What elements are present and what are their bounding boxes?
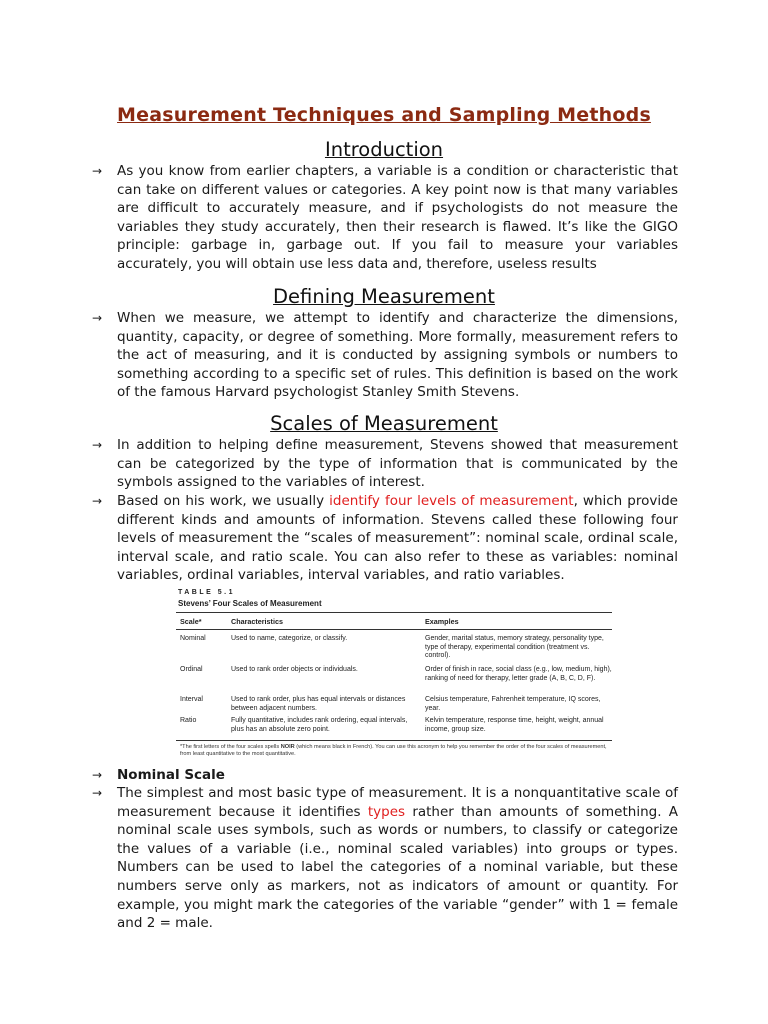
table-row-interval-scale: Interval [180, 696, 203, 703]
table-top-rule [176, 612, 612, 613]
header-scale: Scale* [180, 617, 202, 626]
table-row-ordinal-examples: Order of finish in race, social class (e.g., low, medium, high), ranking of need for therapy, letter grade (A, B, C, D, F). [425, 666, 612, 682]
table-figure [176, 585, 612, 765]
highlight-four-levels: identify four levels of measurement [329, 493, 574, 509]
table-row-ordinal-characteristics: Used to rank order objects or individuals. [231, 666, 358, 673]
bullet-scales-1 [92, 436, 678, 492]
document-title: Measurement Techniques and Sampling Methods [117, 104, 651, 126]
table-row-interval-examples: Celsius temperature, Fahrenheit temperature, IQ scores, year. [425, 696, 601, 712]
arrow-bullet-icon: → [92, 494, 103, 508]
table-row-nominal-characteristics: Used to name, categorize, or classify. [231, 635, 348, 642]
highlight-types: types [367, 803, 406, 820]
introduction-paragraph: As you know from earlier chapters, a variable is a condition or characteristic that can take on different values or categories. A key point now is that many variables are difficult to accurately measure, and if psychologists do not measure the variables they study accurately, then their research is flawed. It’s like the GIGO principle: garbage in, garbage out. If you fail to measure your variables accurately, you will obtain use less data and, therefore, useless results [117, 163, 678, 272]
heading-defining-measurement: Defining Measurement [273, 285, 495, 308]
table-row-ordinal-scale: Ordinal [180, 666, 203, 673]
defining-paragraph: When we measure, we attempt to identify and characterize the dimensions, quantity, capacity, or degree of something. More formally, measurement refers to the act of measuring, and it is conducted by assigning symbols or numbers to something according to a specific set of rules. This definition is based on the work of the famous Harvard psychologist Stanley Smith Stevens. [117, 310, 678, 401]
nominal-paragraph: The simplest and most basic type of measurement. It is a nonquantitative scale of measurement because it identifies types rather than amounts of something. A nominal scale uses symbols, such as words or numbers, to classify or categorize the values of a variable (i.e., nominal scaled variables) into groups or types. Numbers can be used to label the categories of a nominal variable, but these numbers serve only as markers, not as indicators of amount or quantity. For example, you might mark the categories of the variable “gender” with 1 = female and 2 = male. [117, 785, 678, 932]
bullet-nominal-heading [92, 766, 678, 785]
table-row-ratio-examples: Kelvin temperature, response time, height, weight, annual income, group size. [425, 717, 604, 733]
scales-paragraph-1: In addition to helping define measurement, Stevens showed that measurement can be categorized by the type of information that is communicated by the symbols assigned to the variables of interest. [117, 437, 678, 491]
bullet-scales-2 [92, 492, 678, 585]
table-label: TABLE 5.1 [178, 589, 235, 596]
bullet-defining-measurement [92, 309, 678, 402]
arrow-bullet-icon: → [92, 311, 103, 325]
arrow-bullet-icon: → [92, 438, 103, 452]
nominal-scale-heading: Nominal Scale [117, 767, 225, 783]
table-row-ratio-scale: Ratio [180, 717, 197, 724]
table-header-rule [176, 629, 612, 630]
heading-scales-of-measurement: Scales of Measurement [270, 412, 498, 435]
arrow-bullet-icon: → [92, 164, 103, 178]
table-row-nominal-scale: Nominal [180, 635, 206, 642]
header-characteristics: Characteristics [231, 617, 283, 626]
header-examples: Examples [425, 617, 459, 626]
table-row-interval-characteristics: Used to rank order, plus has equal intervals or distances between adjacent numbers. [231, 696, 406, 712]
table-footnote: *The first letters of the four scales spells NOIR (which means black in French). You can use this acronym to help you remember the order of the four scales of measurement, from least quantitative to the most quantitative. [180, 744, 607, 757]
bullet-nominal-description [92, 784, 678, 933]
bullet-introduction [92, 162, 678, 274]
arrow-bullet-icon: → [92, 768, 103, 782]
table-row-nominal-examples: Gender, marital status, memory strategy, personality type, type of therapy, experimental condition (treatment vs. control). [425, 635, 604, 660]
table-bottom-rule [176, 740, 612, 741]
table-row-ratio-characteristics: Fully quantitative, includes rank ordering, equal intervals, plus has an absolute zero point. [231, 717, 408, 733]
arrow-bullet-icon: → [92, 786, 103, 800]
heading-introduction: Introduction [324, 138, 444, 161]
table-title: Stevens’ Four Scales of Measurement [178, 599, 322, 608]
scales-paragraph-2: Based on his work, we usually identify four levels of measurement, which provide different kinds and amounts of information. Stevens called these following four levels of measurement the “scales of measurement”: nominal scale, ordinal scale, interval scale, and ratio scale. You can also refer to these as variables: nominal variables, ordinal variables, interval variables, and ratio variables. [117, 493, 678, 584]
